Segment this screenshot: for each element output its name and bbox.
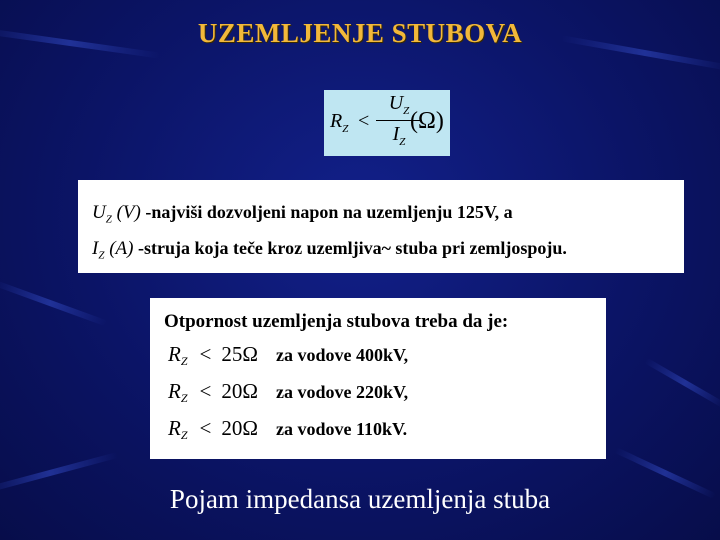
definition-voltage: $U_Z$ (V) -najviši dozvoljeni napon na uzemljenju 125V, a [92, 202, 513, 226]
definition-current: $I_Z$ (A) -struja koja teče kroz uzemljiva~ stuba pri zemljospoju. [92, 238, 567, 262]
requirement-row: $R_Z < 20\Omega$ za vodove 110kV. [168, 416, 408, 443]
requirements-heading: Otpornost uzemljenja stubova treba da je: [164, 311, 509, 332]
requirements-box [150, 298, 606, 459]
definitions-box [78, 180, 684, 273]
formula-denominator: $I_Z$ [392, 123, 406, 148]
decorative-streak [645, 358, 720, 408]
formula-unit: (Ω) [410, 108, 444, 134]
formula-box [324, 90, 450, 156]
formula-numerator: $U_Z$ [388, 92, 410, 117]
decorative-streak [0, 280, 107, 327]
slide-caption: Pojam impedansa uzemljenja stuba [169, 484, 551, 514]
requirement-row: $R_Z < 25\Omega$ za vodove 400kV, [168, 342, 409, 369]
formula-relation: < [358, 110, 370, 132]
slide-title: UZEMLJENJE STUBOVA [197, 18, 523, 48]
requirement-row: $R_Z < 20\Omega$ za vodove 220kV, [168, 379, 409, 406]
formula-lhs: $R_Z$ [330, 110, 349, 135]
